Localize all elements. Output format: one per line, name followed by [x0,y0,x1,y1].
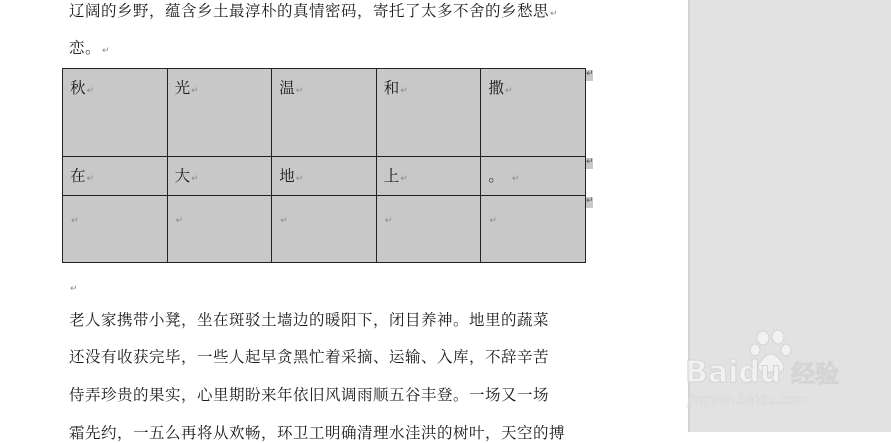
paragraph-2-line-4: 霜先约，一五么再将从欢畅，环卫工明确清理水洼洪的树叶，天空的搏 [69,424,566,442]
table-row [63,196,586,263]
paragraph-mark: ↵ [102,46,111,56]
table-cell[interactable]: 秋↵ [63,69,168,157]
table-cell[interactable]: ↵ [481,196,586,263]
table-cell[interactable]: 。 ↵ [481,157,586,196]
table-cell[interactable]: 和↵ [376,69,481,157]
table-cell[interactable]: 地↵ [272,157,377,196]
table-cell[interactable]: ↵ [376,196,481,263]
paragraph-2-line-2: 还没有收获完毕，一些人起早贪黑忙着采摘、运输、入库，不辞辛苦 [69,348,550,366]
table-row [63,69,586,157]
table-cell[interactable]: 上↵ [376,157,481,196]
paragraph-2-line-3: 侍弄珍贵的果实，心里期盼来年依旧风调雨顺五谷丰登。一场又一场 [69,386,550,404]
paragraph-2-line-1: 老人家携带小凳，坐在斑驳土墙边的暖阳下，闭目养神。地里的蔬菜 [69,311,550,329]
row-end-mark: ↵ [586,69,594,79]
baidu-jingyan-watermark [683,330,883,410]
row-end-mark: ↵ [586,196,594,206]
table-cell[interactable]: ↵ [167,196,272,263]
svg-text:jingyan.baidu.com: jingyan.baidu.com [687,393,807,408]
table-cell[interactable]: 温↵ [272,69,377,157]
empty-paragraph [69,276,78,299]
table-cell[interactable]: 在↵ [63,157,168,196]
table-cell[interactable]: 光↵ [167,69,272,157]
paw-logo-icon [683,330,883,410]
table-cell[interactable]: 撒↵ [481,69,586,157]
table-cell[interactable]: ↵ [272,196,377,263]
table-cell[interactable]: ↵ [63,196,168,263]
svg-text:经验: 经验 [791,360,839,388]
paragraph-mark: ↵ [70,284,79,294]
svg-text:Baidu: Baidu [685,355,782,390]
paragraph-1-line-2: 恋。↵ [69,39,111,57]
paragraph-1-line-1: 辽阔的乡野，蕴含乡土最淳朴的真情密码，寄托了太多不舍的乡愁思↵ [69,2,559,20]
paragraph-mark: ↵ [550,9,559,19]
table-row [63,157,586,196]
table-cell[interactable]: 大↵ [167,157,272,196]
text-table [62,68,586,263]
row-end-mark: ↵ [586,157,594,167]
